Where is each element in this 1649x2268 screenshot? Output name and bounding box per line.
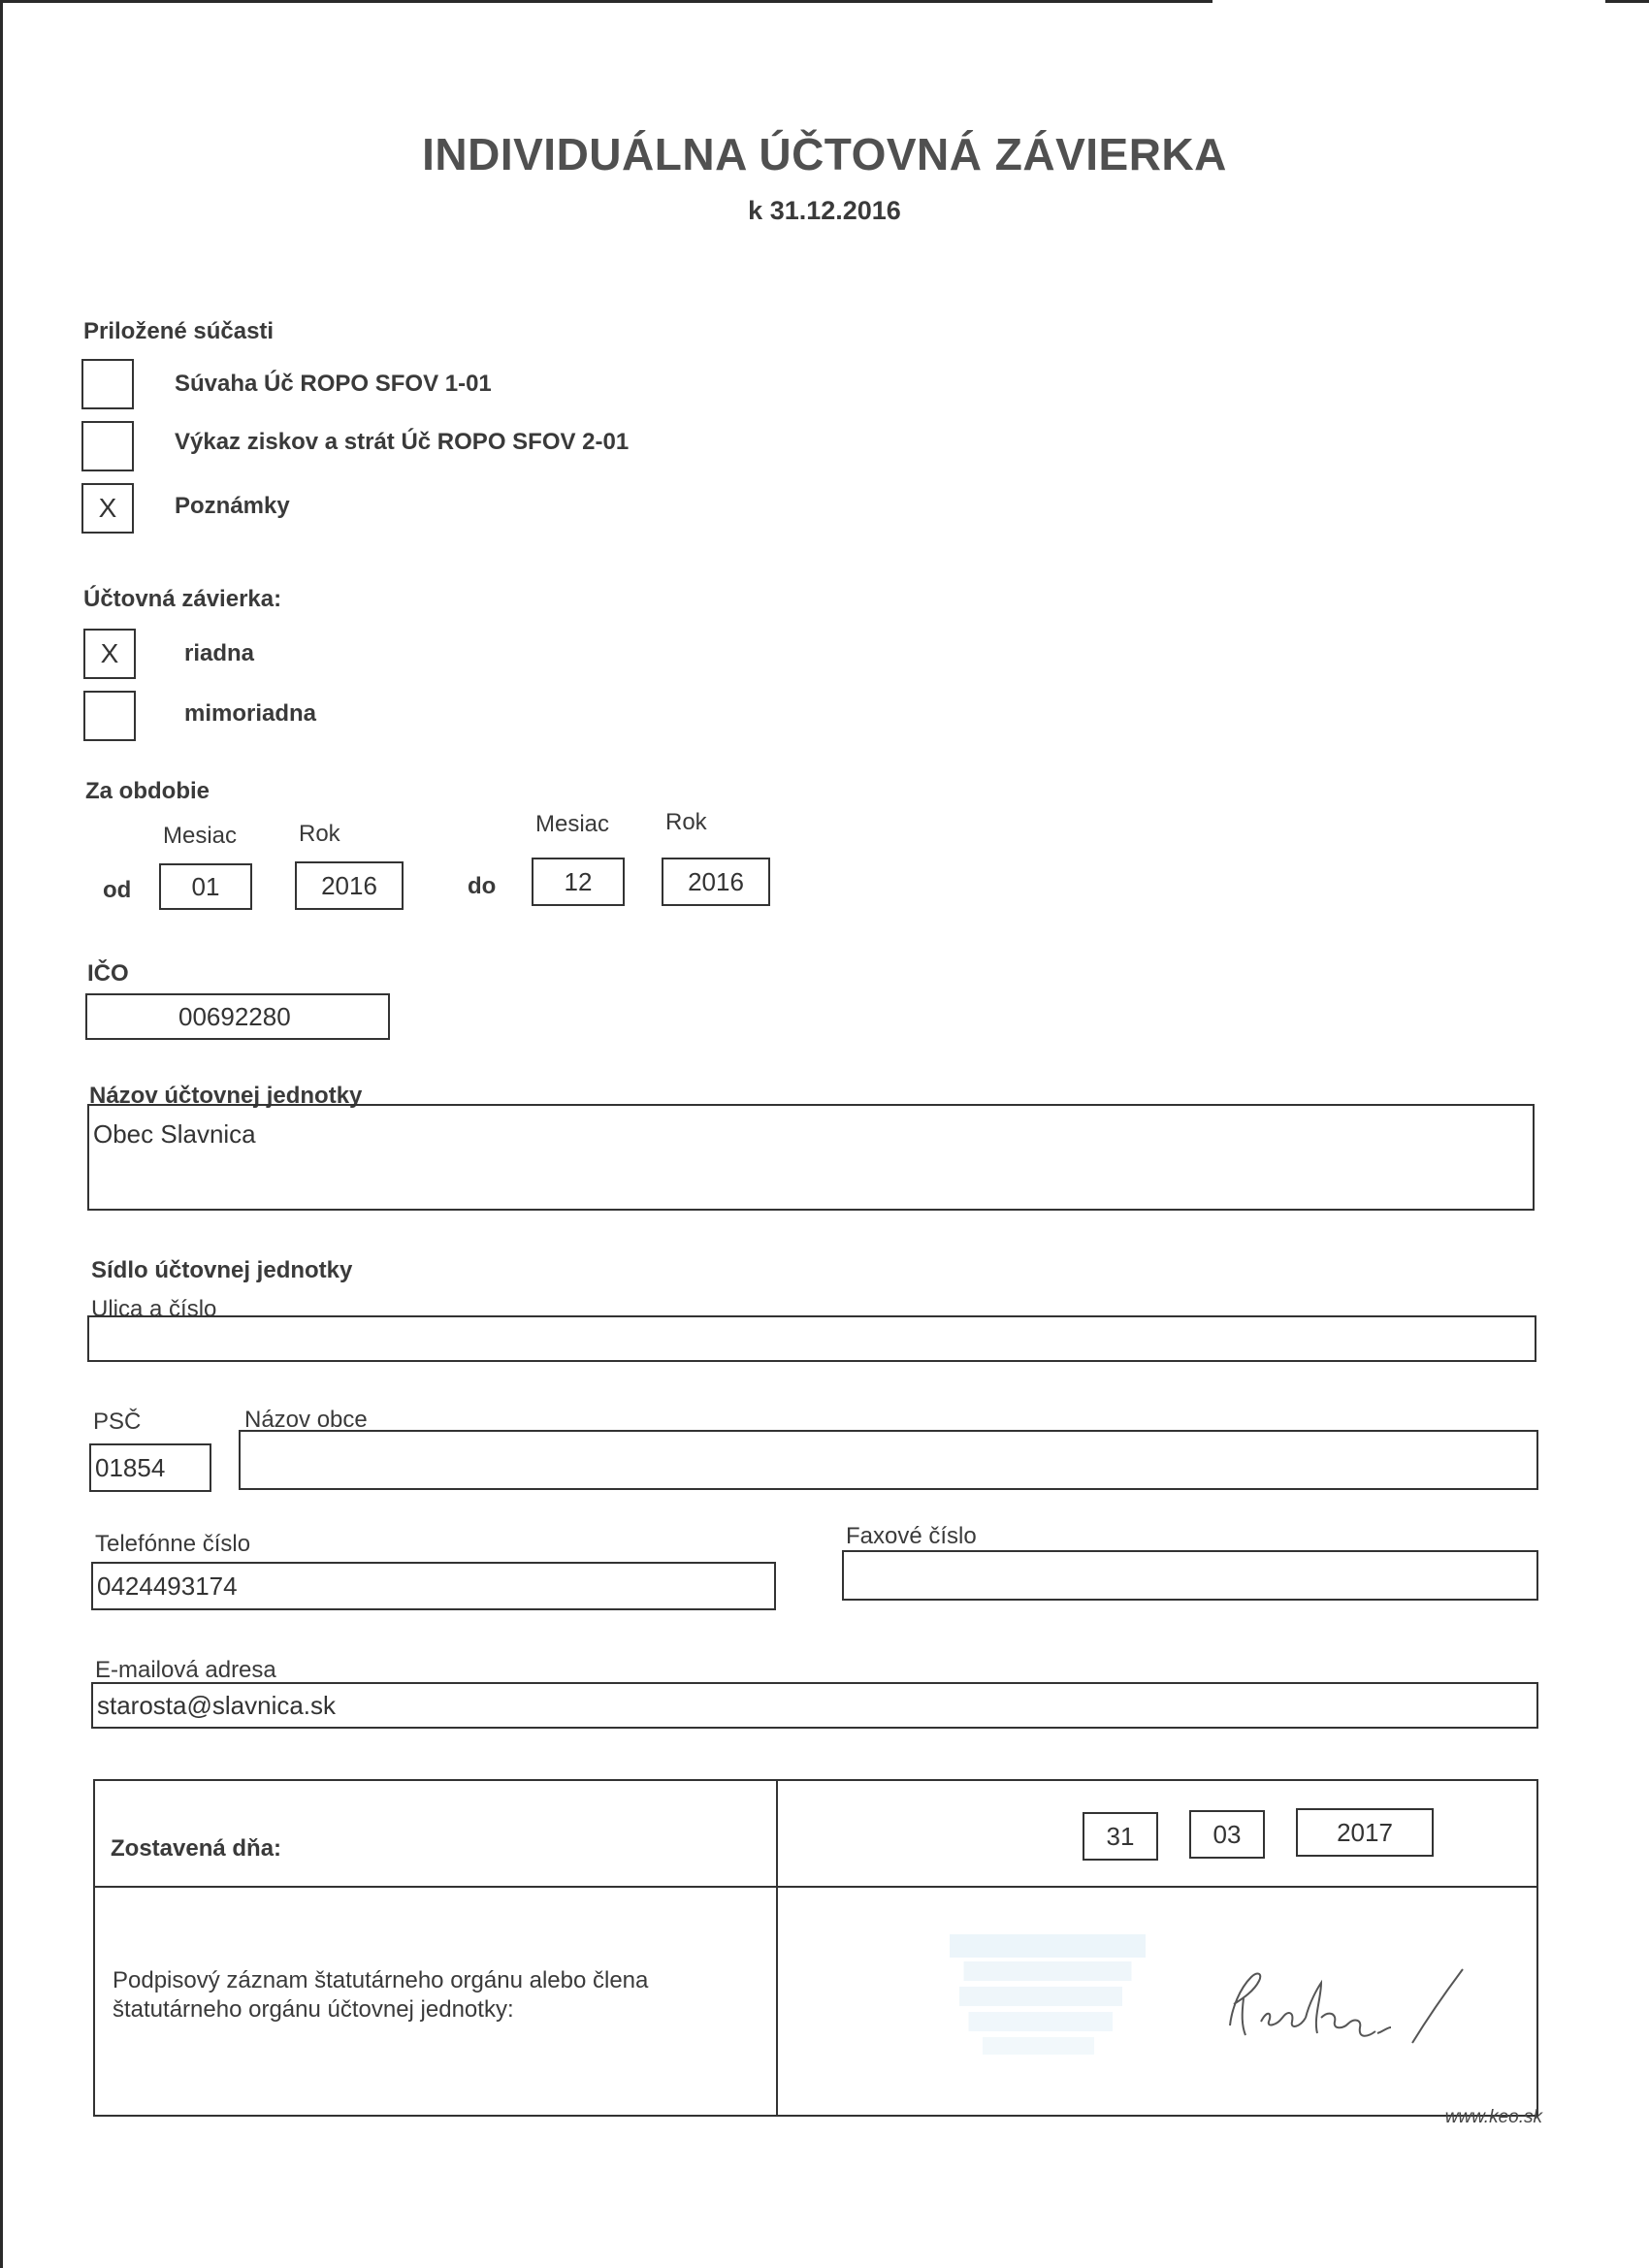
attachments-heading: Priložené súčasti [83,318,275,344]
signature-label-line1: Podpisový záznam štatutárneho orgánu alebo člena [113,1967,649,1993]
attachment-label-vykaz: Výkaz ziskov a strát Úč ROPO SFOV 2-01 [175,429,630,455]
closing-type-heading: Účtovná závierka: [83,586,282,612]
address-heading: Sídlo účtovnej jednotky [91,1257,353,1283]
to-year-label: Rok [665,809,707,835]
to-month-label: Mesiac [535,811,610,837]
from-year-field[interactable]: 2016 [295,861,404,910]
from-year-label: Rok [299,821,340,847]
city-label: Názov obce [244,1407,368,1433]
entity-name-label: Názov účtovnej jednotky [89,1083,363,1109]
phone-label: Telefónne číslo [95,1531,251,1557]
entity-name-field[interactable] [87,1104,1535,1211]
checkbox-suvaha[interactable] [81,359,134,409]
period-heading: Za obdobie [85,778,210,804]
compiled-label: Zostavená dňa: [111,1835,282,1862]
street-field[interactable] [87,1315,1536,1362]
city-field[interactable] [239,1430,1538,1490]
street-label: Ulica a číslo [91,1296,217,1322]
checkbox-vykaz[interactable] [81,421,134,471]
compiled-year-field[interactable]: 2017 [1296,1808,1434,1857]
signature-label-line2: štatutárneho orgánu účtovnej jednotky: [113,1996,514,2023]
ico-label: IČO [87,960,129,987]
attachment-label-suvaha: Súvaha Úč ROPO SFOV 1-01 [175,371,492,397]
option-label-riadna: riadna [184,640,255,666]
table-divider-horizontal [93,1886,1538,1888]
psc-field[interactable]: 01854 [89,1443,211,1492]
footer-website: www.keo.sk [1444,2107,1542,2127]
page-top-edge [0,0,1212,3]
checkbox-riadna[interactable]: X [83,629,136,679]
psc-label: PSČ [93,1409,142,1435]
checkbox-mimoriadna[interactable] [83,691,136,741]
email-label: E-mailová adresa [95,1657,276,1683]
checkbox-poznamky[interactable]: X [81,483,134,534]
option-label-mimoriadna: mimoriadna [184,700,317,727]
from-month-label: Mesiac [163,823,238,849]
to-year-field[interactable]: 2016 [662,858,770,906]
entity-name-value: Obec Slavnica [93,1119,256,1149]
compiled-month-field[interactable]: 03 [1189,1810,1265,1859]
compiled-day-field[interactable]: 31 [1083,1812,1158,1861]
ico-field[interactable]: 00692280 [85,993,390,1040]
phone-field[interactable]: 0424493174 [91,1562,776,1610]
to-month-field[interactable]: 12 [532,858,625,906]
page-left-edge [0,0,3,2268]
from-label: od [103,877,132,903]
email-field[interactable]: starosta@slavnica.sk [91,1682,1538,1729]
fax-label: Faxové číslo [846,1523,977,1549]
table-divider-vertical [776,1779,778,2117]
handwritten-signature [1212,1950,1484,2057]
from-month-field[interactable]: 01 [159,863,252,910]
official-stamp [931,1934,1164,2060]
document-title: INDIVIDUÁLNA ÚČTOVNÁ ZÁVIERKA [422,129,1227,179]
fax-field[interactable] [842,1550,1538,1601]
page-top-edge-right [1605,0,1649,3]
document-subtitle: k 31.12.2016 [748,196,901,225]
to-label: do [468,873,497,899]
attachment-label-poznamky: Poznámky [175,493,290,519]
